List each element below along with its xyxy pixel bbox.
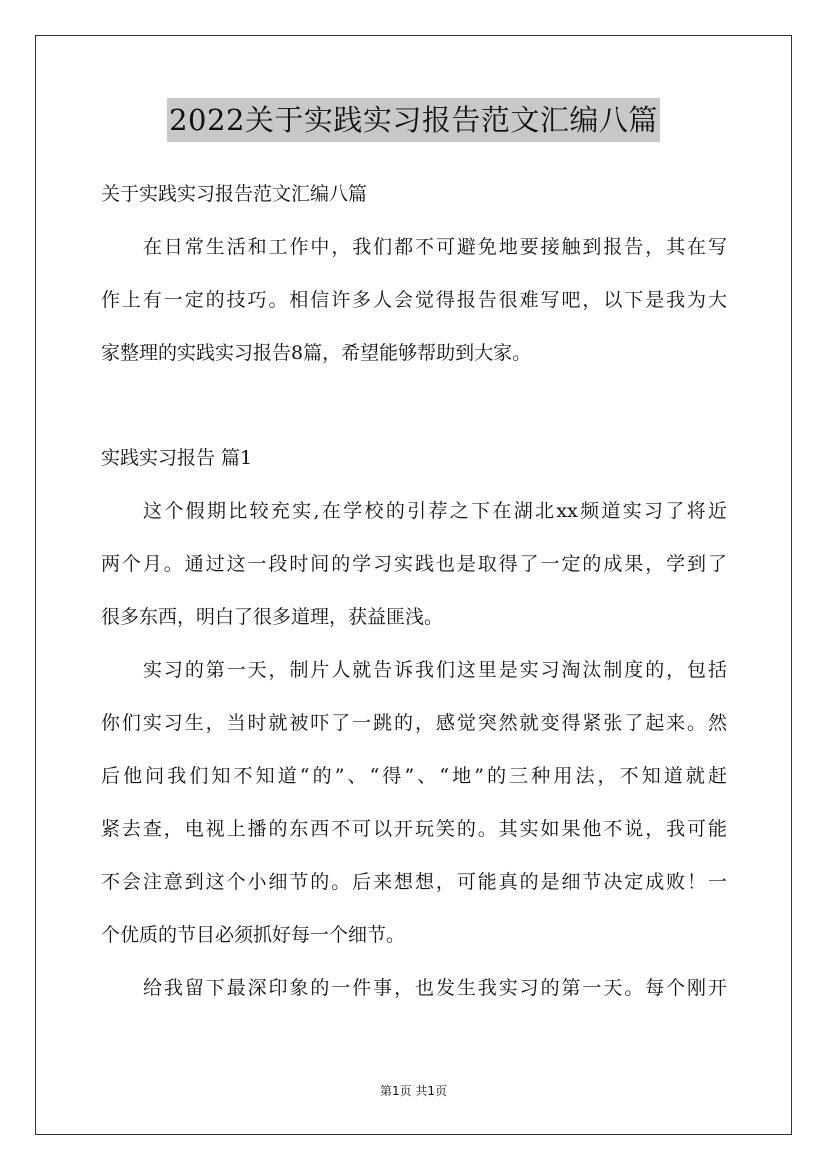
paragraph-line: 你们实习生，当时就被吓了一跳的，感觉突然就变得紧张了起来。然: [101, 712, 727, 734]
paragraph-line: 个优质的节目必须抓好每一个细节。: [101, 924, 406, 946]
paragraph-line: 两个月。通过这一段时间的学习实践也是取得了一定的成果，学到了: [101, 553, 727, 575]
paragraph-line: 很多东西，明白了很多道理，获益匪浅。: [101, 606, 444, 628]
page-number-footer: 第1页 共1页: [379, 1084, 448, 1098]
title-container: [0, 98, 827, 142]
subtitle-line: 关于实践实习报告范文汇编八篇: [101, 183, 368, 205]
paragraph-line: 紧去查，电视上播的东西不可以开玩笑的。其实如果他不说，我可能: [101, 818, 727, 840]
paragraph-line: 后他问我们知不知道“的”、“得”、“地”的三种用法，不知道就赶: [101, 765, 727, 787]
paragraph-line: 在日常生活和工作中，我们都不可避免地要接触到报告，其在写: [143, 236, 727, 258]
paragraph-line: 给我留下最深印象的一件事，也发生我实习的第一天。每个刚开: [143, 977, 727, 999]
section-heading: 实践实习报告 篇1: [101, 447, 253, 469]
paragraph-line: 这个假期比较充实,在学校的引荐之下在湖北xx频道实习了将近: [143, 500, 727, 522]
paragraph-line: 实习的第一天，制片人就告诉我们这里是实习淘汰制度的，包括: [143, 659, 727, 681]
document-body: [101, 174, 727, 1021]
document-title: 2022关于实践实习报告范文汇编八篇: [167, 98, 660, 142]
paragraph-line: 家整理的实践实习报告8篇，希望能够帮助到大家。: [101, 342, 532, 364]
paragraph-line: 作上有一定的技巧。相信许多人会觉得报告很难写吧，以下是我为大: [101, 289, 727, 311]
paragraph-line: 不会注意到这个小细节的。后来想想，可能真的是细节决定成败！一: [101, 871, 727, 893]
